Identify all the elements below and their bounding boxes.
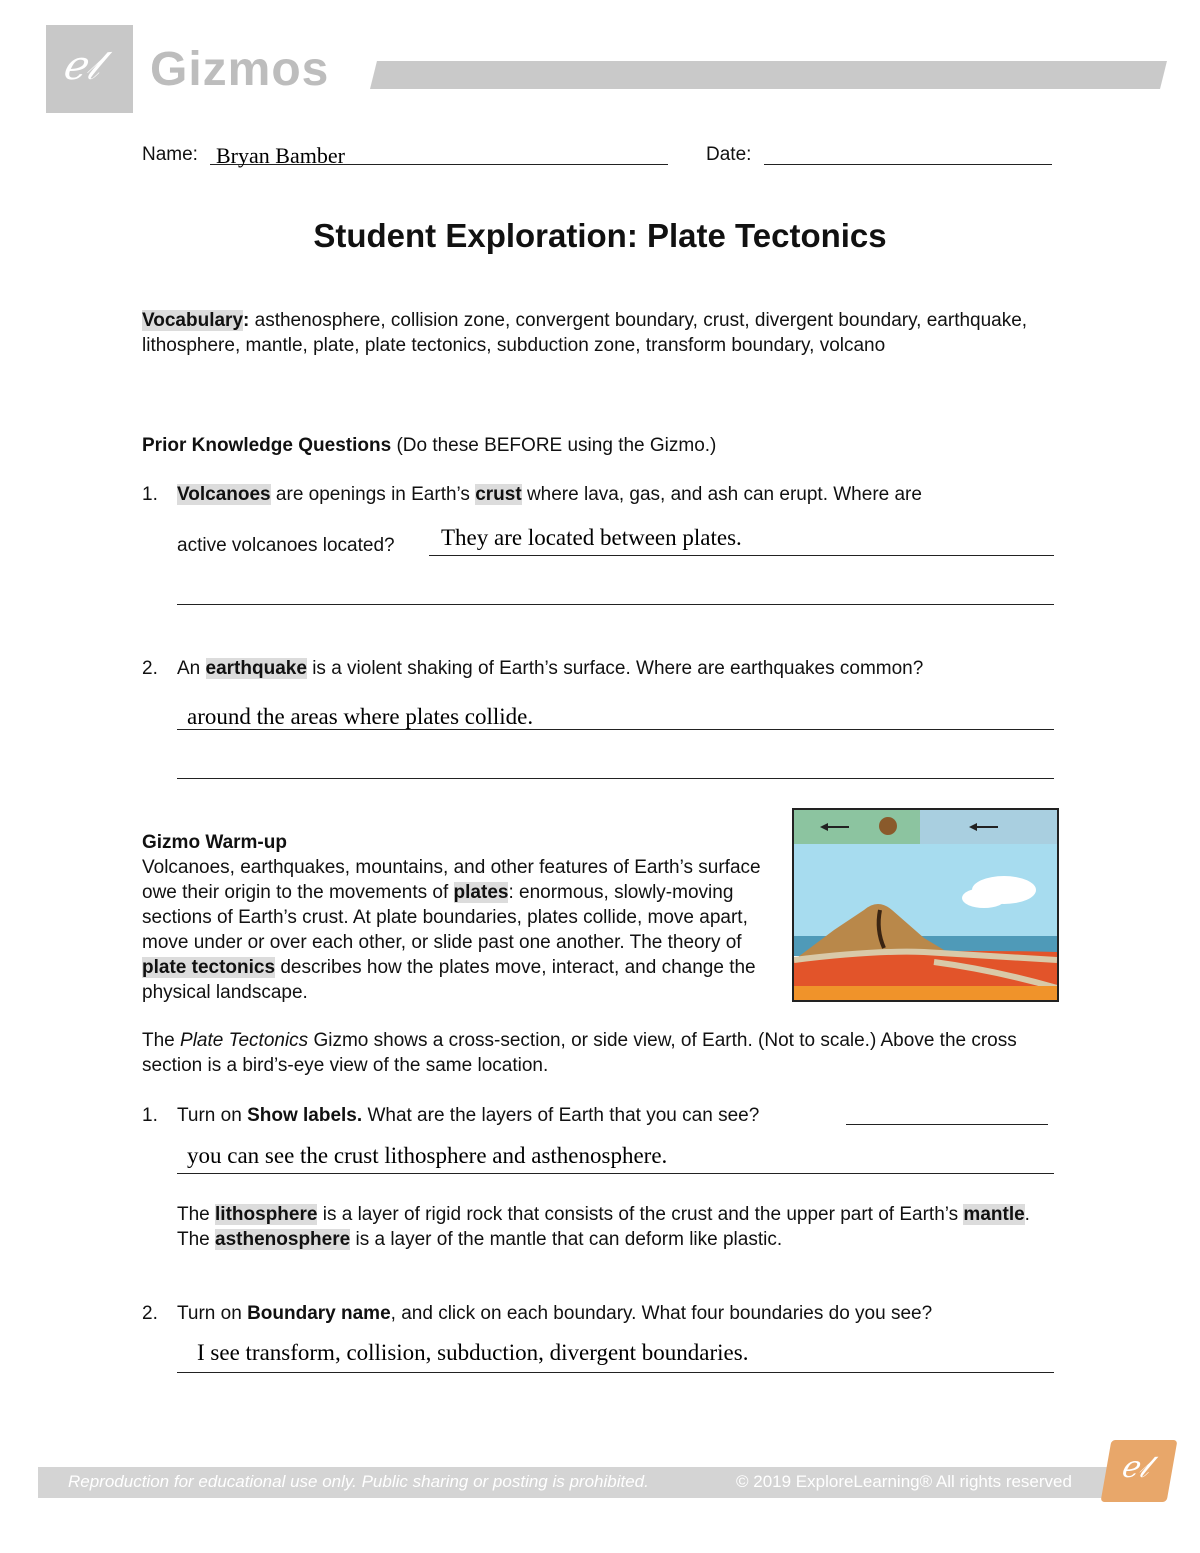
mantle [794, 986, 1057, 1000]
warmup-q1-answer-field[interactable] [177, 1143, 1054, 1174]
prior-note: (Do these BEFORE using the Gizmo.) [396, 435, 717, 456]
header-bar [370, 61, 1167, 89]
warmup-q1-text-a: Turn on [177, 1105, 242, 1126]
warmup-paragraph-1 [142, 855, 782, 1005]
date-label: Date: [706, 144, 752, 165]
name-field[interactable] [210, 140, 668, 168]
prior-q2-number: 2. [142, 658, 158, 679]
vocabulary-list: asthenosphere, collision zone, convergent boundary, crust, divergent boundary, earthquake, lithosphere, mantle, plate, plate tectonics, subduction zone, transform boundary, volcano [142, 310, 1028, 356]
boundary-name-term: Boundary name [247, 1303, 391, 1324]
term-mantle: mantle [963, 1204, 1025, 1225]
layer-definitions [177, 1202, 1047, 1252]
prior-q2-text-a: An [177, 658, 201, 679]
prior-q2-answer: around the areas where plates collide. [187, 704, 534, 729]
prior-q1-number: 1. [142, 484, 158, 505]
warmup-heading [142, 830, 287, 855]
show-labels-term: Show labels. [247, 1105, 363, 1126]
prior-q1-text-a: are openings in Earth’s [275, 484, 470, 505]
gizmos-logo [46, 25, 133, 113]
def-text-a: The [177, 1204, 210, 1225]
def-text-c: . The [177, 1204, 1030, 1250]
warmup-q1-text [177, 1103, 759, 1128]
prior-q1-answer-line-2[interactable] [177, 580, 1054, 605]
prior-heading: Prior Knowledge Questions [142, 435, 392, 456]
warmup-q1-number: 1. [142, 1105, 158, 1126]
cloud-2 [962, 888, 1006, 908]
volcano-top-view [879, 817, 897, 835]
prior-q1-text-c: active volcanoes located? [177, 535, 395, 556]
warmup-q2-text [177, 1301, 932, 1326]
vocabulary-paragraph [142, 308, 1042, 358]
warmup-p2-a: The [142, 1030, 175, 1051]
warmup-q2-text-a: Turn on [177, 1303, 242, 1324]
warmup-q2-answer: I see transform, collision, subduction, divergent boundaries. [197, 1340, 749, 1365]
page-title: Student Exploration: Plate Tectonics [313, 217, 887, 254]
prior-q1-answer: They are located between plates. [441, 525, 742, 550]
warmup-q1-inline-blank[interactable] [846, 1100, 1048, 1125]
term-plates: plates [453, 882, 509, 903]
vocabulary-label: Vocabulary [142, 310, 244, 331]
def-text-d: is a layer of the mantle that can deform like plastic. [355, 1229, 783, 1250]
warmup-p1-c: describes how the plates move, interact, and change the physical landscape. [142, 957, 756, 1003]
warmup-q2-answer-field[interactable] [177, 1340, 1054, 1373]
warmup-p2-b: Gizmo shows a cross-section, or side view, of Earth. (Not to scale.) Above the cross section is a bird’s-eye view of the same location. [142, 1030, 1017, 1076]
brand-name: Gizmos [150, 43, 330, 96]
footer-disclaimer: Reproduction for educational use only. Public sharing or posting is prohibited. [68, 1472, 649, 1491]
footer-logo-glyph: ℯ𝓁 [1120, 1450, 1149, 1485]
date-field[interactable] [764, 140, 1052, 165]
term-volcanoes: Volcanoes [177, 484, 271, 505]
footer-logo [1101, 1440, 1178, 1502]
warmup-p1-a: Volcanoes, earthquakes, mountains, and other features of Earth’s surface owe their origin to the movements of [142, 857, 761, 903]
warmup-p1-b: : enormous, slowly-moving sections of Earth’s crust. At plate boundaries, plates collide, move apart, move under or over each other, or slide past one another. The theory of [142, 882, 748, 953]
prior-q2-text-b: is a violent shaking of Earth’s surface. Where are earthquakes common? [312, 658, 924, 679]
warmup-paragraph-2 [142, 1028, 1062, 1078]
prior-q1-text-b: where lava, gas, and ash can erupt. Where are [526, 484, 922, 505]
warmup-q1-text-b: What are the layers of Earth that you can see? [367, 1105, 760, 1126]
footer-copyright: © 2019 ExploreLearning® All rights reserved [736, 1472, 1072, 1491]
term-asthenosphere: asthenosphere [215, 1229, 351, 1250]
cross-section-illustration [794, 810, 1057, 1000]
warmup-q2-text-b: , and click on each boundary. What four boundaries do you see? [390, 1303, 933, 1324]
term-lithosphere: lithosphere [215, 1204, 318, 1225]
vocabulary-colon: : [243, 310, 250, 331]
name-label: Name: [142, 144, 198, 165]
gizmo-name-italic: Plate Tectonics [180, 1030, 309, 1051]
def-text-b: is a layer of rigid rock that consists of the crust and the upper part of Earth’s [322, 1204, 959, 1225]
term-plate-tectonics: plate tectonics [142, 957, 276, 978]
prior-q2-answer-line-2[interactable] [177, 754, 1054, 779]
term-crust: crust [475, 484, 522, 505]
warmup-q2-number: 2. [142, 1303, 158, 1324]
term-earthquake: earthquake [205, 658, 307, 679]
name-value: Bryan Bamber [216, 143, 345, 168]
prior-q1-answer-field[interactable] [429, 525, 1054, 556]
prior-q1-text [177, 482, 1057, 507]
prior-q2-text [177, 656, 1057, 681]
prior-heading-row [142, 433, 716, 458]
warmup-heading-text: Gizmo Warm-up [142, 832, 287, 853]
prior-q2-answer-field[interactable] [177, 700, 1054, 730]
warmup-q1-answer: you can see the crust lithosphere and asthenosphere. [187, 1143, 668, 1168]
logo-glyph: ℯ𝓁 [62, 43, 99, 89]
gizmo-screenshot-figure [792, 808, 1059, 1002]
